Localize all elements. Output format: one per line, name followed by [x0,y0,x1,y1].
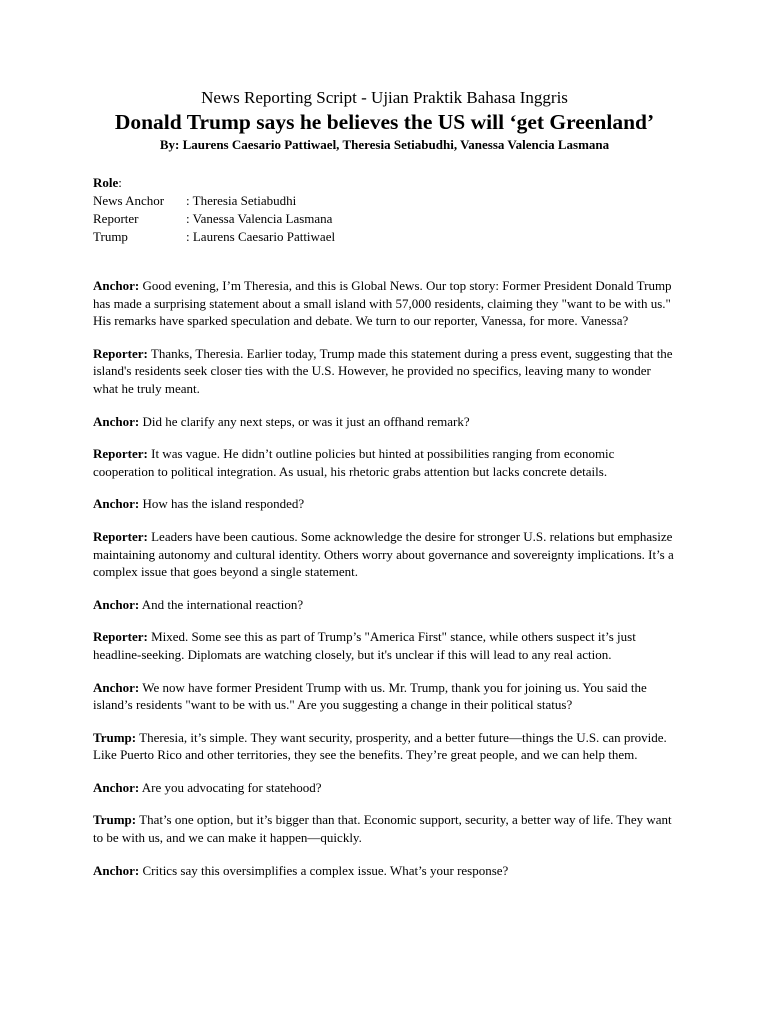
speaker-label: Reporter: [93,446,148,462]
speaker-label: Anchor: [93,278,140,293]
dialogue-text: Good evening, I’m Theresia, and this is Global News. Our top story: Former President Donald Trump has made a surprising statement about a small island with 57,000 residents, claiming they "want to be with us." His remarks have sparked speculation and debate. We turn to our reporter, Vanessa, for more. Vanessa? [93,278,672,329]
dialogue-line [93,445,676,480]
role-name: Reporter [93,211,139,226]
dialogue-text: That’s one option, but it’s bigger than that. Economic support, security, a better way of life. They want to be with us, and we can make it happen—quickly. [93,812,672,846]
dialogue-line [93,628,676,663]
role-heading [93,174,676,192]
document-subtitle: News Reporting Script - Ujian Praktik Bahasa Inggris [201,88,568,107]
dialogue-line [93,528,676,581]
role-person: : Theresia Setiabudhi [186,193,297,208]
role-person: : Vanessa Valencia Lasmana [186,211,333,226]
role-row [93,192,676,210]
dialogue-text: Leaders have been cautious. Some acknowledge the desire for stronger U.S. relations but emphasize maintaining autonomy and cultural identity. Others worry about governance and sovereignty implications. It’s a complex issue that goes beyond a single statement. [93,528,674,580]
dialogue-text: Are you advocating for statehood? [141,779,322,795]
role-name: Trump [93,229,128,244]
speaker-label: Anchor: [93,862,140,878]
dialogue-text: And the international reaction? [141,596,304,612]
role-heading-label: Role [93,175,119,190]
dialogue-line [93,277,676,330]
dialogue-line [93,596,676,614]
document-authors: By: Laurens Caesario Pattiwael, Theresia Setiabudhi, Vanessa Valencia Lasmana [159,137,610,152]
dialogue-line [93,811,676,846]
speaker-label: Reporter: [93,629,148,645]
dialogue-line [93,729,676,764]
dialogue-text: Theresia, it’s simple. They want security, prosperity, and a better future—things the U.S. can provide. Like Puerto Rico and other territories, they see the benefits. They’re great people, and we can help them. [93,729,667,763]
role-row [93,228,676,246]
dialogue-line [93,679,676,714]
dialogue-text: Thanks, Theresia. Earlier today, Trump made this statement during a press event, suggesting that the island's residents seek closer ties with the U.S. However, he provided no specifics, leaving many to wonder what he truly meant. [93,345,673,396]
speaker-label: Trump: [93,729,137,745]
dialogue-line [93,779,676,797]
speaker-label: Anchor: [93,779,140,795]
speaker-label: Reporter: [93,528,148,544]
dialogue-text: We now have former President Trump with us. Mr. Trump, thank you for joining us. You said the island’s residents "want to be with us." Are you suggesting a change in their political status? [93,679,647,713]
role-row [93,210,676,228]
dialogue-text: Did he clarify any next steps, or was it just an offhand remark? [142,413,470,429]
dialogue-text: It was vague. He didn’t outline policies but hinted at possibilities ranging from economic cooperation to political integration. As usual, his rhetoric grabs attention but lacks concrete details. [93,446,615,479]
role-section [93,174,676,246]
dialogue-text: How has the island responded? [142,496,305,512]
role-heading-colon: : [118,175,122,190]
speaker-label: Anchor: [93,413,140,429]
dialogue-line [93,862,676,880]
dialogue-line [93,495,676,513]
dialogue-line [93,413,676,431]
speaker-label: Anchor: [93,679,140,695]
role-person: : Laurens Caesario Pattiwael [186,229,336,244]
dialogue-text: Critics say this oversimplifies a complex issue. What’s your response? [142,862,509,878]
speaker-label: Trump: [93,812,137,828]
dialogue-text: Mixed. Some see this as part of Trump’s "America First" stance, while others suspect it’s just headline-seeking. Diplomats are watching closely, but it's unclear if this will lead to any real action. [93,629,636,662]
speaker-label: Reporter: [93,345,148,361]
speaker-label: Anchor: [93,596,140,612]
document-title: Donald Trump says he believes the US will ‘get Greenland’ [114,110,655,134]
role-name: News Anchor [93,193,165,208]
dialogue-line [93,345,676,398]
speaker-label: Anchor: [93,496,140,512]
dialogue-section [93,277,676,879]
